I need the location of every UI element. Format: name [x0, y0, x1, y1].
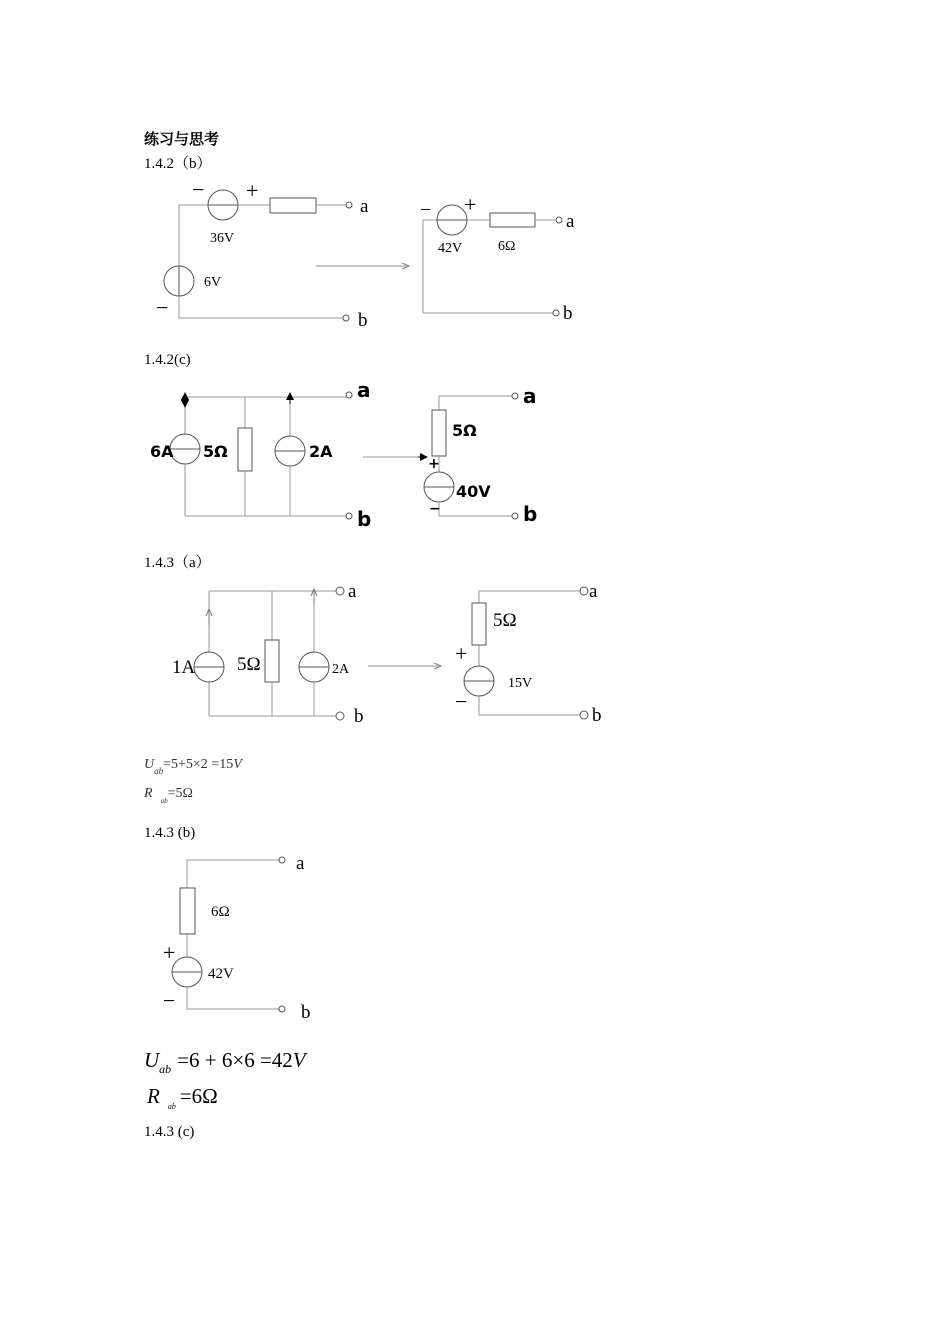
- circuit-142c-equivalent: [424, 384, 537, 526]
- resistor: [238, 428, 252, 471]
- circuit-142c-original: [150, 378, 371, 531]
- terminal-b-node: [279, 1006, 285, 1012]
- terminal-b-label: b: [563, 303, 573, 324]
- plus-sign: +: [246, 178, 259, 203]
- terminal-a-node: [346, 392, 352, 398]
- plus-sign: +: [428, 456, 440, 472]
- section-label-143b: 1.4.3 (b): [144, 825, 196, 841]
- terminal-b-label: b: [592, 705, 602, 726]
- resistor: [180, 888, 195, 934]
- terminal-a-label: a: [523, 384, 537, 408]
- plus-sign: +: [455, 641, 468, 666]
- minus-sign: −: [163, 988, 176, 1013]
- resistor: [265, 640, 279, 682]
- terminal-a-node: [279, 857, 285, 863]
- terminal-b-label: b: [523, 502, 538, 526]
- source-42v-label: 42V: [438, 241, 463, 256]
- terminal-a-node: [512, 393, 518, 399]
- terminal-a-label: a: [360, 196, 369, 217]
- minus-sign: −: [420, 199, 432, 221]
- terminal-b-node: [346, 513, 352, 519]
- terminal-b-node: [580, 711, 588, 719]
- terminal-a-label: a: [566, 211, 575, 232]
- plus-sign: +: [464, 192, 477, 217]
- circuit-143b: [163, 853, 311, 1023]
- terminal-a-label: a: [589, 581, 598, 602]
- terminal-a-label: a: [296, 853, 305, 874]
- terminal-a-node: [336, 587, 344, 595]
- terminal-a-label: a: [348, 581, 357, 602]
- resistor-5ohm-label: 5Ω: [452, 421, 477, 440]
- resistor-5ohm-label: 5Ω: [203, 442, 228, 461]
- source-2a-label: 2A: [332, 662, 350, 677]
- terminal-b-node: [553, 310, 559, 316]
- source-42v-label: 42V: [208, 966, 234, 982]
- circuit-143a-equivalent: [455, 581, 602, 726]
- page-heading: 练习与思考: [144, 130, 220, 148]
- circuit-142b-original: [156, 177, 369, 331]
- resistor-6ohm-label: 6Ω: [211, 904, 230, 920]
- terminal-b-label: b: [354, 706, 364, 727]
- resistor: [472, 603, 486, 645]
- source-15v-label: 15V: [508, 676, 533, 691]
- terminal-b-label: b: [358, 310, 368, 331]
- section-label-142b: 1.4.2（b）: [144, 156, 212, 172]
- terminal-b-node: [343, 315, 349, 321]
- resistor: [490, 213, 535, 227]
- equation-rab-5ohm: R $_{ab}$=5Ω: [144, 786, 193, 805]
- minus-sign: −: [429, 501, 441, 517]
- source-36v-label: 36V: [210, 231, 235, 246]
- source-6v-label: 6V: [204, 275, 222, 290]
- terminal-a-node: [346, 202, 352, 208]
- terminal-a-label: a: [357, 378, 371, 402]
- terminal-b-label: b: [357, 507, 372, 531]
- terminal-b-node: [336, 712, 344, 720]
- terminal-b-node: [512, 513, 518, 519]
- terminal-a-node: [580, 587, 588, 595]
- section-label-143c: 1.4.3 (c): [144, 1124, 195, 1140]
- source-1a-label: 1A: [172, 657, 196, 678]
- minus-sign: −: [455, 689, 468, 714]
- terminal-a-node: [556, 217, 562, 223]
- source-2a-label: 2A: [309, 442, 333, 461]
- circuit-142b-equivalent: [420, 192, 575, 324]
- circuit-143a-original: [172, 581, 364, 727]
- resistor-6ohm-label: 6Ω: [498, 239, 516, 254]
- equation-rab-6ohm: R $_{ab}$ =6Ω: [147, 1084, 218, 1111]
- terminal-b-label: b: [301, 1002, 311, 1023]
- equation-uab-15v: $U_{ab}=5+5\times 2 =15V$: [144, 757, 242, 776]
- equation-uab-42v: $U_{ab} =6 + 6\times 6 =42V$: [144, 1048, 306, 1076]
- section-label-142c: 1.4.2(c): [144, 352, 191, 368]
- resistor-5ohm-label: 5Ω: [493, 610, 517, 631]
- resistor: [432, 410, 446, 456]
- plus-sign: +: [163, 940, 176, 965]
- resistor-5ohm-label: 5Ω: [237, 654, 261, 675]
- minus-sign: −: [192, 177, 205, 202]
- section-label-143a: 1.4.3（a）: [144, 555, 211, 571]
- source-6a-label: 6A: [150, 442, 174, 461]
- minus-sign: −: [156, 295, 169, 320]
- resistor: [270, 198, 316, 213]
- source-40v-label: 40V: [456, 482, 491, 501]
